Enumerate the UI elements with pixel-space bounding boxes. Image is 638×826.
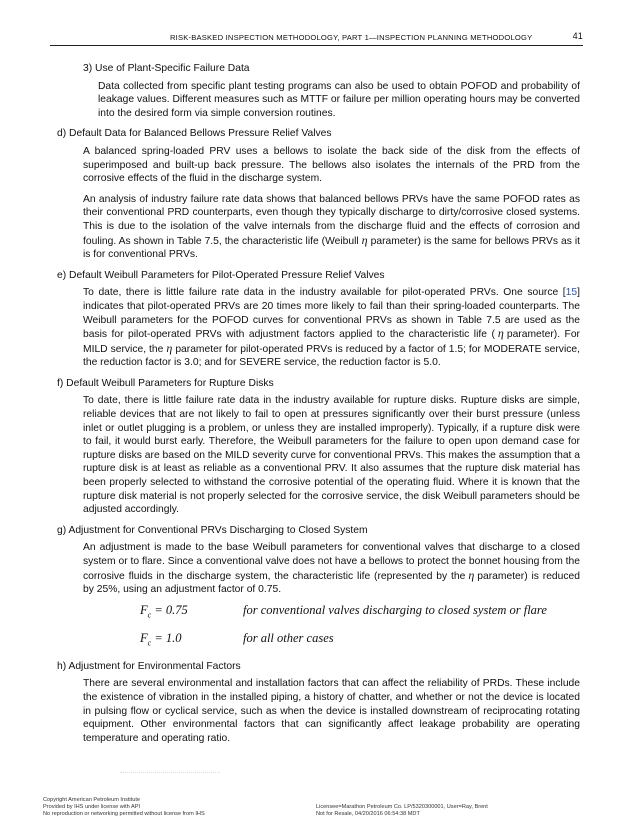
paragraph-3-1: Data collected from specific plant testing programs can also be used to obtain POFOD and probability of leakage values. Different measures such as MTTF or failure per million operating hours may be converted into the desired form via simple conversion routines. — [98, 80, 580, 119]
heading-e: e) Default Weibull Parameters for Pilot-Operated Pressure Relief Valves — [57, 269, 385, 281]
paragraph-d-2a: An analysis of industry failure rate data shows that balanced bellows PRVs have the same POFOD rates as their conventional PRD counterparts, even though they typically discharge to dirty/corrosive closed systems. This is due to the isolation of the valve internals from the discharge fluid and the effects of corrosion and fouling. As shown in Table 7.5, the characteristic life (Weibull — [83, 193, 580, 247]
symbol-f: F — [140, 602, 148, 617]
footer-right — [316, 804, 488, 818]
paragraph-g-1a: An adjustment is made to the base Weibull parameters for conventional valves that discharge to a closed system or to flare. Since a conventional valve does not have a bellows to protect the bonnet housing from the corrosive fluids in the discharge system, the characteristic life (represented by the — [83, 542, 580, 582]
equation-1-lhs — [140, 604, 188, 622]
paragraph-e-1 — [83, 286, 580, 370]
paragraph-e-1d: parameter for pilot-operated PRVs is reduced by a factor of 1.5; for MODERATE service, the reduction factor is 3.0; and for SEVERE service, the reduction factor is 5.0. — [83, 343, 580, 369]
footer-licensee: Licensee=Marathon Petroleum Co. LP/5320300001, User=Ray, Brent — [316, 804, 488, 810]
equation-1-condition: for conventional valves discharging to closed system or flare — [243, 602, 547, 617]
paragraph-d-2 — [83, 193, 580, 262]
eta-symbol: η — [361, 232, 368, 247]
eta-symbol: η — [497, 326, 504, 341]
reference-link-15[interactable]: 15 — [565, 287, 578, 299]
header-title: RISK-BASKED INSPECTION METHODOLOGY, PART 1—INSPECTION PLANNING METHODOLOGY — [170, 33, 533, 42]
equation-2-lhs — [140, 632, 182, 650]
faint-divider — [120, 772, 220, 776]
equation-1-value: = 0.75 — [154, 602, 188, 617]
footer-provided: Provided by IHS under license with API — [43, 804, 141, 810]
footer-reproduction: No reproduction or networking permitted without license from IHS — [43, 811, 205, 817]
page-header — [50, 31, 583, 46]
body-content — [57, 62, 580, 752]
paragraph-e-1b: ] indicates that pilot-operated PRVs are 20 times more likely to fail than their spring-loaded counterparts. The Weibull parameters for the POFOD curves for conventional PRVs as shown in Table 7.5 are used as the basis for pilot-operated PRVs with adjustment factors applied to the characteristic life ( — [83, 287, 580, 341]
eta-symbol: η — [468, 567, 475, 582]
page-number: 41 — [572, 31, 583, 41]
paragraph-d-2b: parameter) is the same for bellows PRVs as it is for conventional PRVs. — [83, 235, 580, 261]
equation-2-condition: for all other cases — [243, 630, 334, 645]
equation-2-value: = 1.0 — [154, 630, 182, 645]
paragraph-h-1: There are several environmental and installation factors that can affect the reliability of PRDs. These include the existence of vibration in the installed piping, a history of chatter, and whether or not the device is located in pulsing flow or cyclical service, such as when the device is installed downstream of reciprocating rotating equipment. Other environmental factors that can significantly affect leakage probability are operating temperature and operating ratio. — [83, 678, 580, 744]
equation-1 — [140, 604, 580, 622]
paragraph-g-1b: parameter) is reduced by 25%, using an adjustment factor of 0.75. — [83, 570, 580, 596]
equation-2 — [140, 632, 580, 650]
heading-d: d) Default Data for Balanced Bellows Pressure Relief Valves — [57, 128, 332, 140]
paragraph-d-1: A balanced spring-loaded PRV uses a bellows to isolate the back side of the disk from the effects of superimposed and built-up back pressure. The bellows also isolates the internals of the PRD from the corrosive effects of the fluid in the discharge system. — [83, 145, 580, 185]
symbol-f: F — [140, 630, 148, 645]
heading-f: f) Default Weibull Parameters for Rupture Disks — [57, 377, 274, 389]
paragraph-e-1a: To date, there is little failure rate data in the industry available for pilot-operated PRVs. One source [ — [83, 287, 566, 299]
footer-resale: Not for Resale, 04/20/2016 06:54:38 MDT — [316, 811, 420, 817]
symbol-sub: c — [147, 638, 152, 648]
heading-h: h) Adjustment for Environmental Factors — [57, 660, 241, 672]
heading-g: g) Adjustment for Conventional PRVs Discharging to Closed System — [57, 524, 368, 536]
paragraph-f-1: To date, there is little failure rate data in the industry available for rupture disks. Rupture disks are simple, reliable devices that are not likely to fail to open at pressures significantly over their burst pressure (unless inlet or outlet plugging is a problem, or unless they are installed improperly). Typically, if a rupture disk were to fail, it would burst early. Therefore, the Weibull parameters for the failure to open upon demand case for rupture disks are based on the MILD severity curve for conventional PRVs. This makes the assumption that a rupture disk is at least as reliable as a conventional PRV. It also assumes that the rupture disk material has been properly selected to withstand the corrosive potential of the operating fluid. Where it is known that the rupture disk material is not properly selected for the corrosive service, the disk Weibull parameters should be adjusted accordingly. — [83, 395, 580, 516]
paragraph-g-1 — [83, 541, 580, 596]
footer-left — [43, 797, 205, 818]
heading-3: 3) Use of Plant-Specific Failure Data — [83, 63, 250, 74]
paragraph-e-1c: parameter). For MILD service, the — [83, 329, 580, 355]
symbol-sub: c — [147, 610, 152, 620]
footer-copyright: Copyright American Petroleum Institute — [43, 797, 141, 803]
eta-symbol: η — [166, 340, 173, 355]
